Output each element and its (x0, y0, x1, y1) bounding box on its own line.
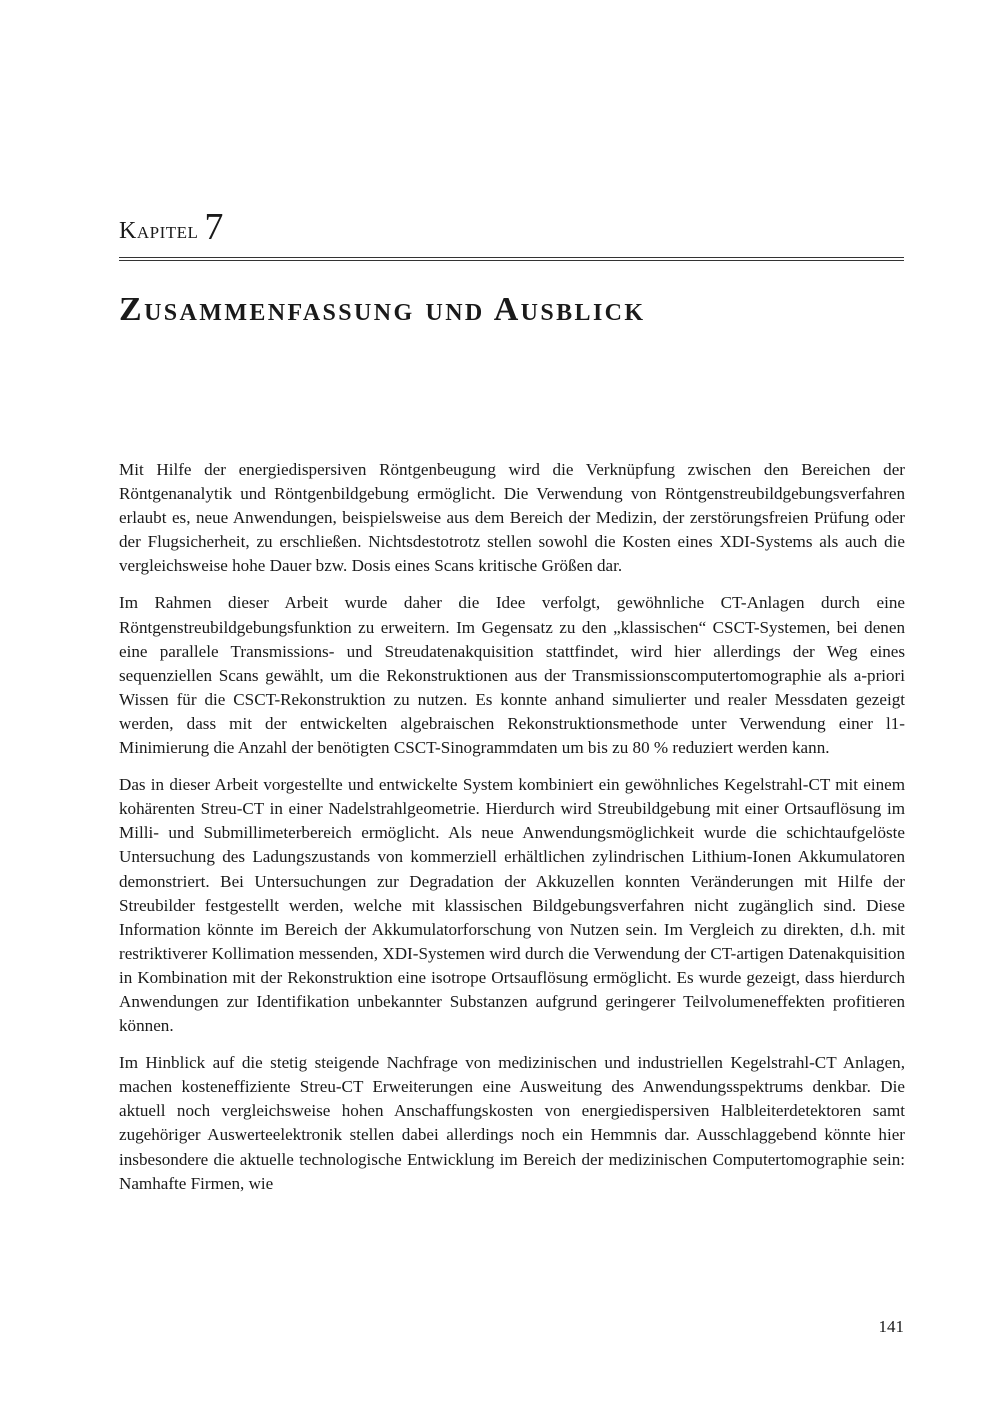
chapter-word: Kapitel (119, 218, 199, 244)
paragraph: Im Rahmen dieser Arbeit wurde daher die Idee verfolgt, gewöhnliche CT-Anlagen durch eine Röntgenstreubildgebungsfunktion zu erweitern. Im Gegensatz zu den „klassischen“ CSCT-Systemen, bei denen eine parallele Transmissions- und Streudatenakquisition stattfindet, wird hier allerdings der Weg eines sequenziellen Scans gewählt, um die Rekonstruktionen aus der Transmissionscomputertomographie als a-priori Wissen für die CSCT-Rekonstruktion zu nutzen. Es konnte anhand simulierter und realer Messdaten gezeigt werden, dass mit der entwickelten algebraischen Rekonstruktionsmethode unter Verwendung einer l1-Minimierung die Anzahl der benötigten CSCT-Sinogrammdaten um bis zu 80 % reduziert werden kann. (119, 593, 905, 758)
page-number: 141 (878, 1317, 904, 1336)
paragraph: Mit Hilfe der energiedispersiven Röntgenbeugung wird die Verknüpfung zwischen den Bereichen der Röntgenanalytik und Röntgenbildgebung ermöglicht. Die Verwendung von Röntgenstreubildgebungsverfahren erlaubt es, neue Anwendungen, beispielsweise aus dem Bereich der Medizin, der zerstörungsfreien Prüfung oder der Flugsicherheit, zu erschließen. Nichtsdestotrotz stellen sowohl die Kosten eines XDI-Systems als auch die vergleichsweise hohe Dauer bzw. Dosis eines Scans kritische Größen dar. (119, 460, 905, 576)
paragraph: Im Hinblick auf die stetig steigende Nachfrage von medizinischen und industriellen Kegelstrahl-CT Anlagen, machen kosteneffiziente Streu-CT Erweiterungen eine Ausweitung des Anwendungsspektrums denkbar. Die aktuell noch vergleichsweise hohen Anschaffungskosten von energiedispersiven Halbleiterdetektoren samt zugehöriger Auswerteelektronik stellen dabei allerdings noch ein Hemmnis dar. Ausschlaggebend könnte hier insbesondere die aktuelle technologische Entwicklung im Bereich der medizinischen Computertomographie sein: Namhafte Firmen, wie (119, 1053, 905, 1193)
chapter-label (119, 208, 224, 246)
paragraph: Das in dieser Arbeit vorgestellte und entwickelte System kombiniert ein gewöhnliches Kegelstrahl-CT mit einem kohärenten Streu-CT in einer Nadelstrahlgeometrie. Hierdurch wird Streubildgebung mit einer Ortsauflösung im Milli- und Submillimeterbereich ermöglicht. Als neue Anwendungsmöglichkeit wurde die schichtaufgelöste Untersuchung des Ladungszustands von kommerziell erhältlichen zylindrischen Lithium-Ionen Akkumulatoren demonstriert. Bei Untersuchungen zur Degradation der Akkuzellen konnten Veränderungen mit Hilfe der Streubilder festgestellt werden, welche mit klassischen Bildgebungsverfahren nicht zugänglich sind. Diese Information könnte im Bereich der Akkumulatorforschung von Nutzen sein. Im Vergleich zu direkten, d.h. mit restriktiverer Kollimation messenden, XDI-Systemen wird durch die Verwendung der CT-artigen Datenakquisition in Kombination mit der Rekonstruktion eine isotrope Ortsauflösung ermöglicht. Es wurde gezeigt, dass hierdurch Anwendungen zur Identifikation unbekannter Substanzen aufgrund geringerer Teilvolumeneffekten profitieren können. (119, 775, 905, 1036)
chapter-number: 7 (204, 206, 224, 248)
chapter-rule-top (119, 257, 904, 258)
chapter-title: Zusammenfassung und Ausblick (119, 291, 646, 328)
chapter-rule-bottom (119, 260, 904, 261)
chapter-body (119, 458, 905, 1209)
